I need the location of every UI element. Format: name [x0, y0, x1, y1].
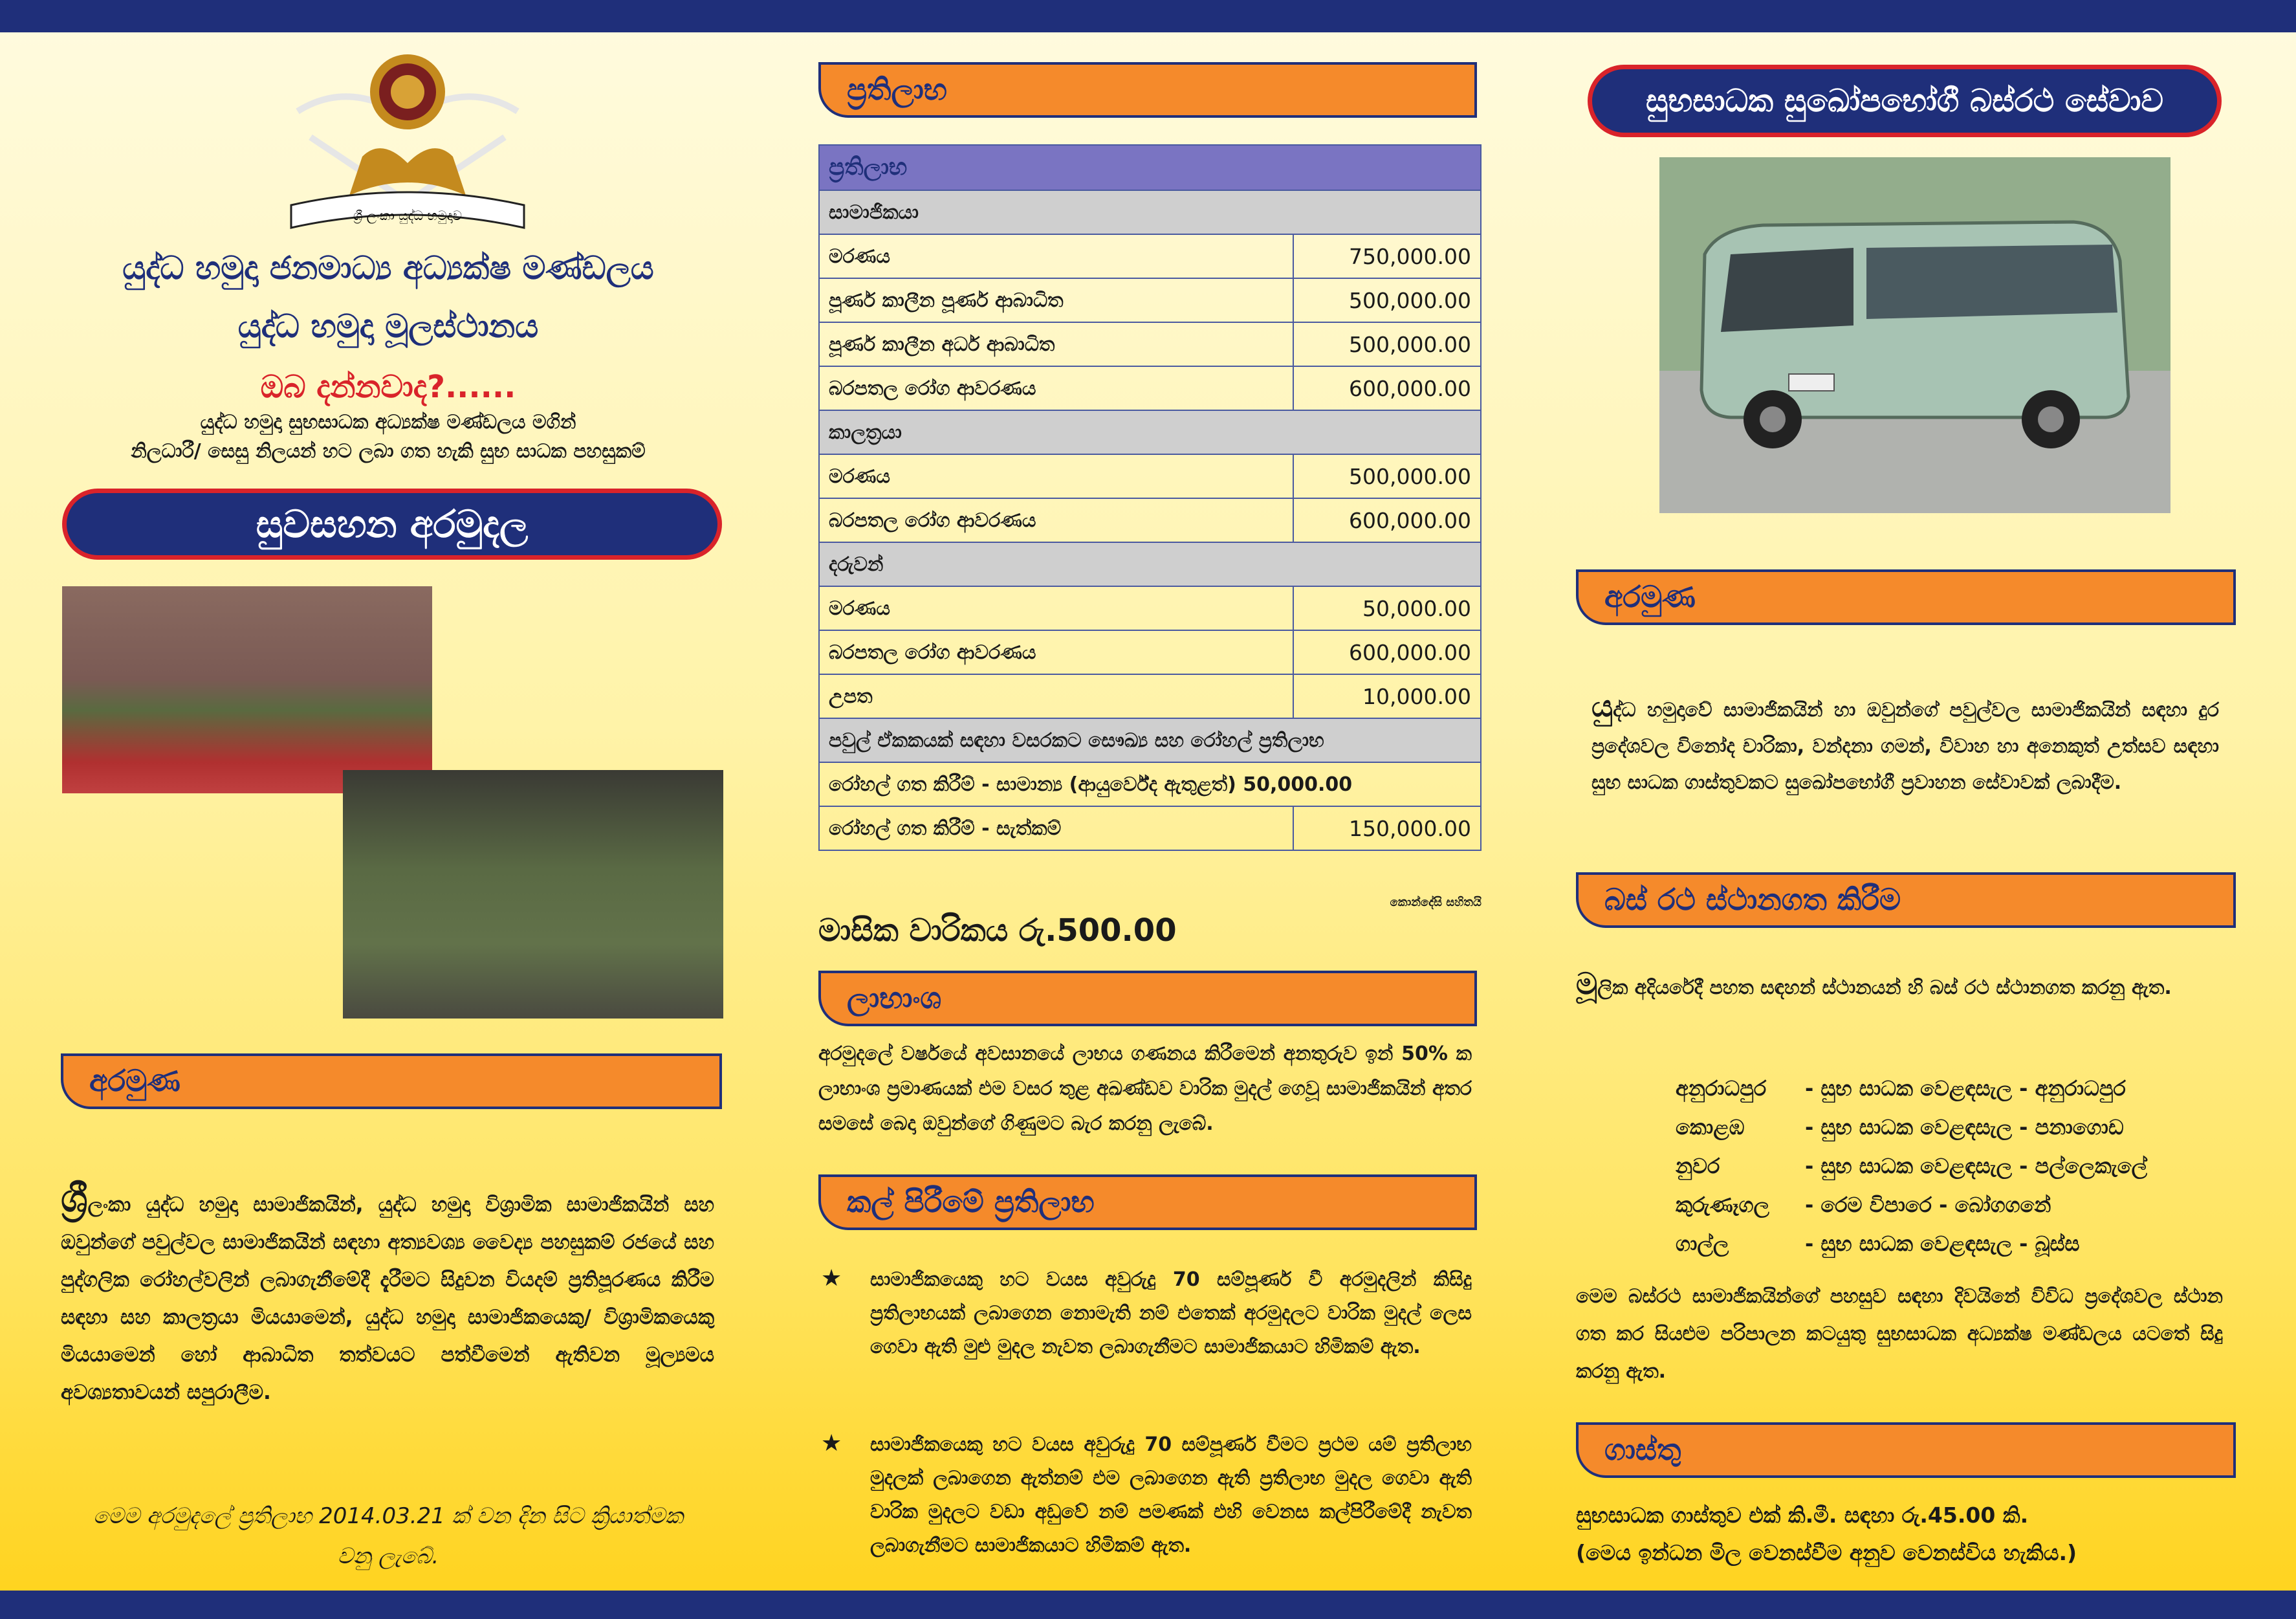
table-row: මරණය 750,000.00 — [820, 234, 1480, 278]
hq-title: යුද්ධ හමුදා මූලස්ථානය — [237, 307, 539, 345]
table-section-member: සාමාජිකයා — [820, 190, 1480, 234]
bus-photo — [1659, 157, 2170, 513]
location-place: - රෙම විපාරෙ - බෝගගනේ — [1805, 1193, 2051, 1217]
bus-stationing-dropcap: මූ — [1576, 966, 1598, 1001]
bus-objective-text: යුද්ධ හමුදාවේ සාමාජිකයින් හා ඔවුන්ගේ පවුල්වල සාමාජිකයින් සඳහා දුර ප්‍රදේශවල විනෝද චාරිකා, වන්දනා ගමන්, විවාහ හා අනෙකුත් උත්සව සඳහා සුභ සාධක ගාස්තුවකට සුඛෝපභෝගී ප්‍රවාහන සේවාවක් ලබාදීම. — [1591, 688, 2219, 794]
table-row: පූර්ණ කාලීන අර්ධ ආබාධිත 500,000.00 — [820, 322, 1480, 366]
table-section-family: පවුල් ඒකකයක් සඳහා වසරකට සෞඛ්‍ය සහ රෝහල් ප්‍රතිලාභ — [820, 718, 1480, 762]
table-section-children: දරුවන් — [820, 542, 1480, 586]
location-city: නුවර — [1676, 1154, 1720, 1178]
dividend-text: අරමුදලේ වර්ෂයේ අවසානයේ ලාභය ගණනය කිරීමෙන් අනතුරුව ඉන් 50% ක ලාභාංශ ප්‍රමාණයක් එම වසර තුළ අඛණ්ඩව වාරික මුදල් ගෙවූ සාමාජිකයින් අතර සමසේ බෙදා ඔවුන්ගේ ගිණුමට බැර කරනු ලැබේ. — [818, 1042, 1472, 1135]
top-band — [0, 0, 2296, 32]
bus-admin-text: මෙම බස්රථ සාමාජිකයින්ගේ පහසුව සඳහා දිවයිනේ විවිධ ප්‍රදේශවල ස්ථාන ගත කර සියළුම පරිපාලන කටයුතු සුභසාධක අධ්‍යක්ෂ මණ්ඩලය යටතේ සිදු කරනු ඇත. — [1576, 1285, 2223, 1383]
conditions-note: කොන්දේසි සහිතයි — [1390, 896, 1481, 909]
fee-line2: (මෙය ඉන්ධන මිල වෙනස්වීම අනුව වෙනස්විය හැකිය.) — [1576, 1540, 2077, 1565]
benefits-table — [818, 144, 1481, 851]
objective-text: ශ්‍රීලංකා යුද්ධ හමුදා සාමාජිකයින්, යුද්ධ හමුදා විශ්‍රාමික සාමාජිකයින් සහ ඔවුන්ගේ පවුල්වල සාමාජිකයින් සඳහා අත්‍යවශ්‍ය වෛද්‍ය පහසුකම් රජයේ සහ පුද්ගලික රෝහල්වලින් ලබාගැනීමේදී දැරීමට සිදුවන වියදම් ප්‍රතිපූරණය කිරීම සඳහා සහ කාලත්‍රයා මියයාමෙන්, යුද්ධ හමුදා සාමාජිකයෙකු/ විශ්‍රාමිකයෙකු මියයාමෙන් හෝ ආබාධිත තත්වයට පත්වීමෙන් ඇතිවන මූල්‍යමය අවශ්‍යතාවයන් සපුරාලීම. — [61, 1176, 714, 1404]
table-section-spouse: කාලත්‍රයා — [820, 410, 1480, 454]
subtitle-line1: යුද්ධ හමුදා සුභසාධක අධ්‍යක්ෂ මණ්ඩලය මගින් — [200, 411, 576, 434]
fee-heading: ගාස්තු — [1576, 1422, 2236, 1478]
table-row: උපත 10,000.00 — [820, 674, 1480, 718]
objective-heading: අරමුණ — [61, 1053, 722, 1109]
column-middle — [818, 32, 1481, 1591]
benefits-heading: ප්‍රතිලාභ — [818, 62, 1477, 118]
table-row: බරපතල රෝග ආවරණය 600,000.00 — [820, 630, 1480, 674]
maturity-bullet-2: සාමාජිකයෙකු හට වයස අවුරුදු 70 සම්පූර්ණ වීමට ප්‍රථම යම් ප්‍රතිලාභ මුදලක් ලබාගෙන ඇත්නම් එම ලබාගෙන ඇති ප්‍රතිලාභ මුදල ගෙවා ඇති වාරික මුදලට වඩා අඩුවේ නම් පමණක් එහි වෙනස කල්පිරීමේදී නැවත ලබාගැනීමට සාමාජිකයාට හිමිකම් ඇත. — [870, 1433, 1472, 1557]
fee-line1: සුභසාධක ගාස්තුව එක් කි.මී. සඳහා රු.45.00 කි. — [1576, 1503, 2029, 1528]
location-place: - සුභ සාධක වෙළඳසැල - බූස්ස — [1805, 1231, 2080, 1256]
maturity-bullet-1: සාමාජිකයෙකු හට වයස අවුරුදු 70 සම්පූර්ණ වී අරමුදලින් කිසිදු ප්‍රතිලාභයක් ලබාගෙන නොමැති නම් එතෙක් අරමුදලට වාරික මුදල් ලෙස ගෙවා ඇති මුළු මුදල නැවත ලබාගැනීමට සාමාජිකයාට හිමිකම් ඇත. — [870, 1268, 1472, 1358]
table-row: රෝහල් ගත කිරීම් - සාමාන්‍ය (ආයුර්වේද ඇතුළත්) 50,000.00 — [820, 762, 1480, 806]
handover-photo — [343, 770, 723, 1019]
table-row: රෝහල් ගත කිරීම් - සැත්කම් 150,000.00 — [820, 806, 1480, 850]
table-row: පූර්ණ කාලීන පූර්ණ ආබාධිත 500,000.00 — [820, 278, 1480, 322]
bus-objective-heading: අරමුණ — [1576, 569, 2236, 625]
effective-date-note: මෙම අරමුදලේ ප්‍රතිලාභ 2014.03.21 ක් වන දින සිට ක්‍රියාත්මක වනු ලැබේ. — [93, 1503, 683, 1569]
army-emblem-icon — [272, 40, 543, 234]
location-place: - සුභ සාධක වෙළඳසැල - අනුරාධපුර — [1805, 1076, 2126, 1101]
directorate-title: යුද්ධ හමුදා ජනමාධ්‍ය අධ්‍යක්ෂ මණ්ඩලය — [122, 249, 654, 287]
welfare-fund-banner: සුවසහන අරමුදල — [62, 489, 722, 560]
monthly-premium: මාසික වාරිකය රු.500.00 — [818, 912, 1177, 949]
location-place: - සුභ සාධක වෙළඳසැල - පනාගොඩ — [1805, 1115, 2124, 1140]
star-bullet-icon: ★ — [821, 1430, 842, 1457]
table-row: බරපතල රෝග ආවරණය 600,000.00 — [820, 498, 1480, 542]
location-city: ගාල්ල — [1676, 1231, 1729, 1256]
table-row: බරපතල රෝග ආවරණය 600,000.00 — [820, 366, 1480, 410]
location-city: අනුරාධපුර — [1676, 1076, 1767, 1101]
column-right — [1572, 32, 2245, 1591]
subtitle-line2: නිලධාරී/ සෙසු නිලයන් හට ලබා ගත හැකි සුභ සාධක පහසුකම් — [131, 440, 646, 463]
table-header: ප්‍රතිලාභ — [820, 146, 1480, 190]
did-you-know: ඔබ දන්නවාද?...... — [260, 369, 516, 405]
bus-stationing-heading: බස් රථ ස්ථානගත කිරීම — [1576, 872, 2236, 928]
dividend-heading: ලාභාංශ — [818, 971, 1477, 1026]
bus-stationing-text: මූලික අදියරේදී පහත සඳහන් ස්ථානයන් හි බස් රථ ස්ථානගත කරනු ඇත. — [1576, 966, 2172, 1001]
svg-text:ශ්‍රී ලංකා යුද්ධ හමුදාව: ශ්‍රී ලංකා යුද්ධ හමුදාව — [353, 208, 462, 223]
column-left — [52, 32, 725, 1591]
table-row: මරණය 50,000.00 — [820, 586, 1480, 630]
maturity-heading: කල් පිරීමේ ප්‍රතිලාභ — [818, 1174, 1477, 1230]
location-place: - සුභ සාධක වෙළඳසැල - පල්ලෙකැලේ — [1805, 1154, 2147, 1178]
bottom-band — [0, 1591, 2296, 1619]
bus-service-banner: සුභසාධක සුඛෝපභෝගී බස්රථ සේවාව — [1588, 65, 2222, 137]
table-row: මරණය 500,000.00 — [820, 454, 1480, 498]
location-city: කුරුණෑගල — [1676, 1193, 1769, 1217]
bus-objective-dropcap: යු — [1591, 688, 1613, 723]
location-city: කොළඹ — [1676, 1115, 1745, 1140]
ceremony-photo — [62, 586, 432, 793]
objective-dropcap: ශ්‍රී — [61, 1176, 88, 1220]
star-bullet-icon: ★ — [821, 1265, 842, 1292]
